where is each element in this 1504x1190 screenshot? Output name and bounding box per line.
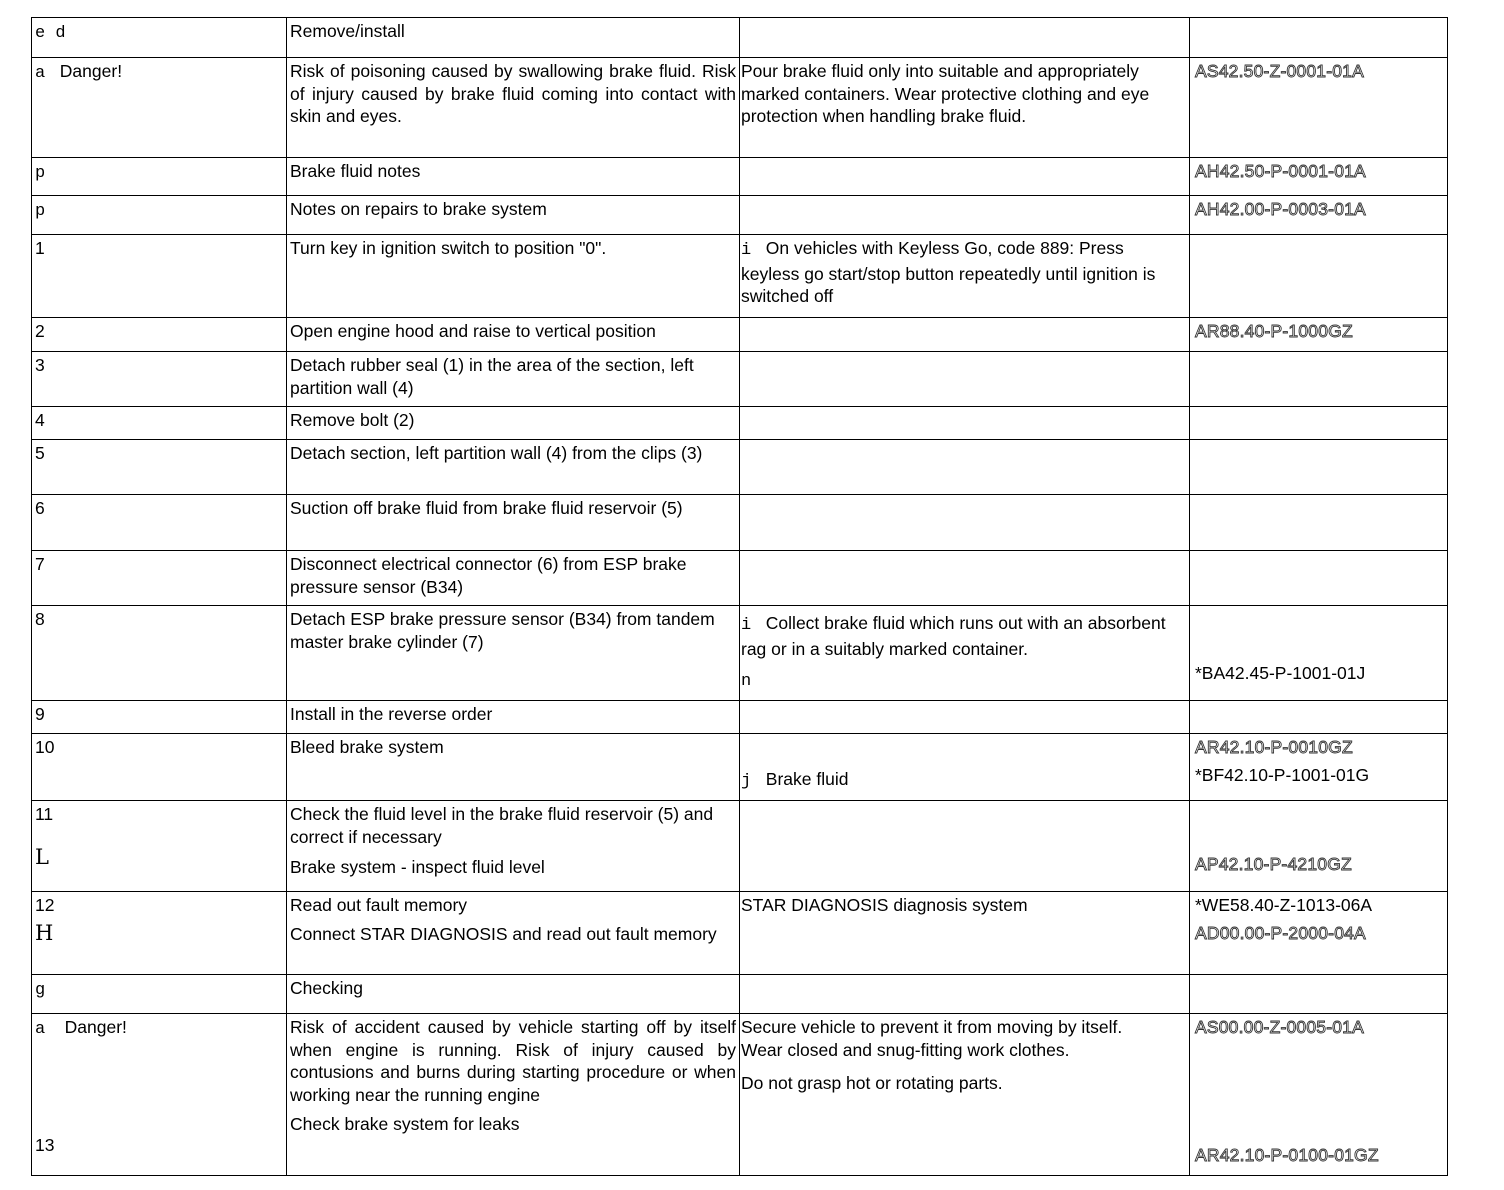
reference-link[interactable]: AR42.10-P-0100-01GZ — [1195, 1144, 1379, 1165]
step-symbol: g — [35, 981, 46, 1000]
action-cell — [287, 158, 740, 196]
note-text: Wear closed and snug-fitting work clothes. — [741, 1039, 1070, 1060]
action-cell — [287, 1014, 740, 1176]
reference-cell — [1190, 58, 1448, 158]
reference-cell — [1190, 734, 1448, 801]
danger-symbol: a — [35, 1020, 46, 1039]
reference-cell — [1190, 440, 1448, 495]
note-cell — [740, 1014, 1190, 1176]
reference-link[interactable]: AP42.10-P-4210GZ — [1195, 854, 1352, 874]
step-number: 2 — [35, 321, 45, 341]
action-cell — [287, 734, 740, 801]
step-cell — [32, 801, 287, 892]
table-row — [32, 235, 1448, 318]
note-cell — [740, 158, 1190, 196]
material-symbol: j — [741, 772, 752, 791]
action-cell — [287, 440, 740, 495]
note-text: Pour brake fluid only into suitable and appropriately marked containers. Wear protective clothing and eye protection when handling brake fluid. — [741, 61, 1150, 126]
reference-link[interactable]: *BF42.10-P-1001-01G — [1195, 764, 1370, 785]
step-cell — [32, 551, 287, 606]
action-cell — [287, 801, 740, 892]
action-text: Risk of poisoning caused by swallowing brake fluid. Risk of injury caused by brake fluid coming into contact with skin and eyes. — [290, 61, 736, 126]
note-cell — [740, 58, 1190, 158]
action-text: Check the fluid level in the brake fluid reservoir (5) and correct if necessary — [290, 804, 714, 847]
action-text: Detach rubber seal (1) in the area of the section, left partition wall (4) — [290, 355, 694, 398]
step-number: 5 — [35, 443, 45, 463]
step-symbol: p — [35, 202, 46, 221]
reference-link[interactable]: AR42.10-P-0010GZ — [1195, 737, 1353, 757]
note-cell — [740, 551, 1190, 606]
action-cell — [287, 235, 740, 318]
step-cell — [32, 1014, 287, 1176]
note-cell — [740, 352, 1190, 407]
action-cell — [287, 18, 740, 58]
step-number: 9 — [35, 704, 45, 724]
reference-cell — [1190, 18, 1448, 58]
step-cell — [32, 495, 287, 551]
step-number: 8 — [35, 609, 45, 629]
reference-cell — [1190, 801, 1448, 892]
note-cell — [740, 892, 1190, 975]
note-text: On vehicles with Keyless Go, code 889: Press keyless go start/stop button repeatedly until ignition is switched off — [741, 238, 1156, 306]
reference-link[interactable]: AS00.00-Z-0005-01A — [1195, 1017, 1364, 1037]
note-text: Secure vehicle to prevent it from moving by itself. — [741, 1017, 1123, 1037]
action-text: Checking — [290, 978, 363, 998]
note-cell — [740, 701, 1190, 734]
step-cell — [32, 352, 287, 407]
action-text: Install in the reverse order — [290, 704, 493, 724]
note-cell — [740, 196, 1190, 235]
step-number: 7 — [35, 554, 45, 574]
tool-symbol: n — [741, 672, 752, 691]
table-row — [32, 318, 1448, 352]
info-icon: i — [741, 616, 752, 635]
action-cell — [287, 551, 740, 606]
reference-cell — [1190, 606, 1448, 701]
action-cell — [287, 196, 740, 235]
action-text: Connect STAR DIAGNOSIS and read out fault memory — [290, 923, 717, 944]
danger-label: Danger! — [64, 1017, 127, 1037]
note-cell — [740, 975, 1190, 1014]
note-cell — [740, 235, 1190, 318]
table-row — [32, 495, 1448, 551]
step-cell — [32, 196, 287, 235]
reference-cell — [1190, 196, 1448, 235]
reference-cell — [1190, 235, 1448, 318]
step-cell — [32, 606, 287, 701]
table-row — [32, 1014, 1448, 1176]
step-number: 11 — [35, 804, 54, 824]
table-row — [32, 551, 1448, 606]
reference-cell — [1190, 407, 1448, 440]
note-cell — [740, 407, 1190, 440]
step-symbol: e d — [35, 24, 66, 43]
action-cell — [287, 352, 740, 407]
step-symbol: p — [35, 164, 46, 183]
action-text: Remove bolt (2) — [290, 410, 415, 430]
note-cell — [740, 606, 1190, 701]
inspect-symbol: L — [35, 844, 49, 869]
step-cell — [32, 318, 287, 352]
reference-link[interactable]: *WE58.40-Z-1013-06A — [1195, 895, 1373, 915]
action-cell — [287, 318, 740, 352]
action-text: Risk of accident caused by vehicle starting off by itself when engine is running. Risk of injury caused by contusions and burns during starting procedure or when working near the running engine — [290, 1017, 736, 1105]
table-row — [32, 701, 1448, 734]
reference-cell — [1190, 1014, 1448, 1176]
info-icon: i — [741, 241, 752, 260]
action-cell — [287, 975, 740, 1014]
danger-symbol: a — [35, 64, 46, 83]
reference-link[interactable]: AR88.40-P-1000GZ — [1195, 321, 1353, 341]
table-row — [32, 892, 1448, 975]
step-number: 10 — [35, 737, 55, 757]
note-text: Do not grasp hot or rotating parts. — [741, 1073, 1003, 1093]
action-text: Notes on repairs to brake system — [290, 199, 547, 219]
step-cell — [32, 158, 287, 196]
reference-cell — [1190, 975, 1448, 1014]
note-text: Brake fluid — [765, 769, 849, 789]
action-cell — [287, 495, 740, 551]
note-text: STAR DIAGNOSIS diagnosis system — [741, 895, 1028, 915]
step-number: 4 — [35, 410, 45, 430]
note-cell — [740, 440, 1190, 495]
table-row — [32, 407, 1448, 440]
table-row — [32, 18, 1448, 58]
step-cell — [32, 18, 287, 58]
action-text: Open engine hood and raise to vertical position — [290, 321, 656, 341]
step-cell — [32, 58, 287, 158]
reference-link[interactable]: AD00.00-P-2000-04A — [1195, 922, 1366, 943]
action-text: Suction off brake fluid from brake fluid reservoir (5) — [290, 498, 683, 518]
step-cell — [32, 701, 287, 734]
danger-label: Danger! — [59, 61, 123, 81]
reference-link[interactable]: AS42.50-Z-0001-01A — [1195, 61, 1364, 81]
action-text: Brake system - inspect fluid level — [290, 857, 545, 877]
note-cell — [740, 495, 1190, 551]
step-number: 12 — [35, 895, 55, 915]
table-row — [32, 440, 1448, 495]
table-row — [32, 606, 1448, 701]
reference-cell — [1190, 318, 1448, 352]
step-cell — [32, 975, 287, 1014]
action-cell — [287, 58, 740, 158]
step-cell — [32, 235, 287, 318]
repair-procedure-table — [31, 17, 1448, 1176]
action-text: Remove/install — [290, 21, 405, 41]
note-cell — [740, 18, 1190, 58]
table-row — [32, 734, 1448, 801]
reference-cell — [1190, 551, 1448, 606]
action-cell — [287, 606, 740, 701]
reference-cell — [1190, 495, 1448, 551]
step-cell — [32, 892, 287, 975]
step-cell — [32, 407, 287, 440]
step-cell — [32, 440, 287, 495]
action-text: Turn key in ignition switch to position "0". — [290, 238, 607, 258]
table-row — [32, 58, 1448, 158]
step-number: 1 — [35, 238, 45, 258]
table-row — [32, 352, 1448, 407]
action-text: Bleed brake system — [290, 737, 444, 757]
action-cell — [287, 701, 740, 734]
reference-cell — [1190, 158, 1448, 196]
step-cell — [32, 734, 287, 801]
reference-link[interactable]: AH42.00-P-0003-01A — [1195, 199, 1366, 219]
diagnosis-symbol: H — [35, 920, 54, 945]
note-text: Collect brake fluid which runs out with an absorbent rag or in a suitably marked container. — [741, 613, 1166, 659]
step-number: 6 — [35, 498, 45, 518]
action-text: Brake fluid notes — [290, 161, 421, 181]
action-text: Read out fault memory — [290, 895, 468, 915]
note-cell — [740, 734, 1190, 801]
note-cell — [740, 801, 1190, 892]
reference-cell — [1190, 352, 1448, 407]
table-row — [32, 196, 1448, 235]
table-row — [32, 975, 1448, 1014]
action-text: Check brake system for leaks — [290, 1114, 520, 1134]
step-number: 13 — [35, 1134, 55, 1155]
step-number: 3 — [35, 355, 45, 375]
action-cell — [287, 892, 740, 975]
table-row — [32, 158, 1448, 196]
action-text: Detach section, left partition wall (4) from the clips (3) — [290, 443, 703, 463]
action-text: Detach ESP brake pressure sensor (B34) from tandem master brake cylinder (7) — [290, 609, 715, 652]
reference-link[interactable]: AH42.50-P-0001-01A — [1195, 161, 1366, 181]
action-cell — [287, 407, 740, 440]
reference-cell — [1190, 892, 1448, 975]
reference-link[interactable]: *BA42.45-P-1001-01J — [1195, 663, 1366, 683]
table-row — [32, 801, 1448, 892]
reference-cell — [1190, 701, 1448, 734]
note-cell — [740, 318, 1190, 352]
action-text: Disconnect electrical connector (6) from ESP brake pressure sensor (B34) — [290, 554, 687, 597]
